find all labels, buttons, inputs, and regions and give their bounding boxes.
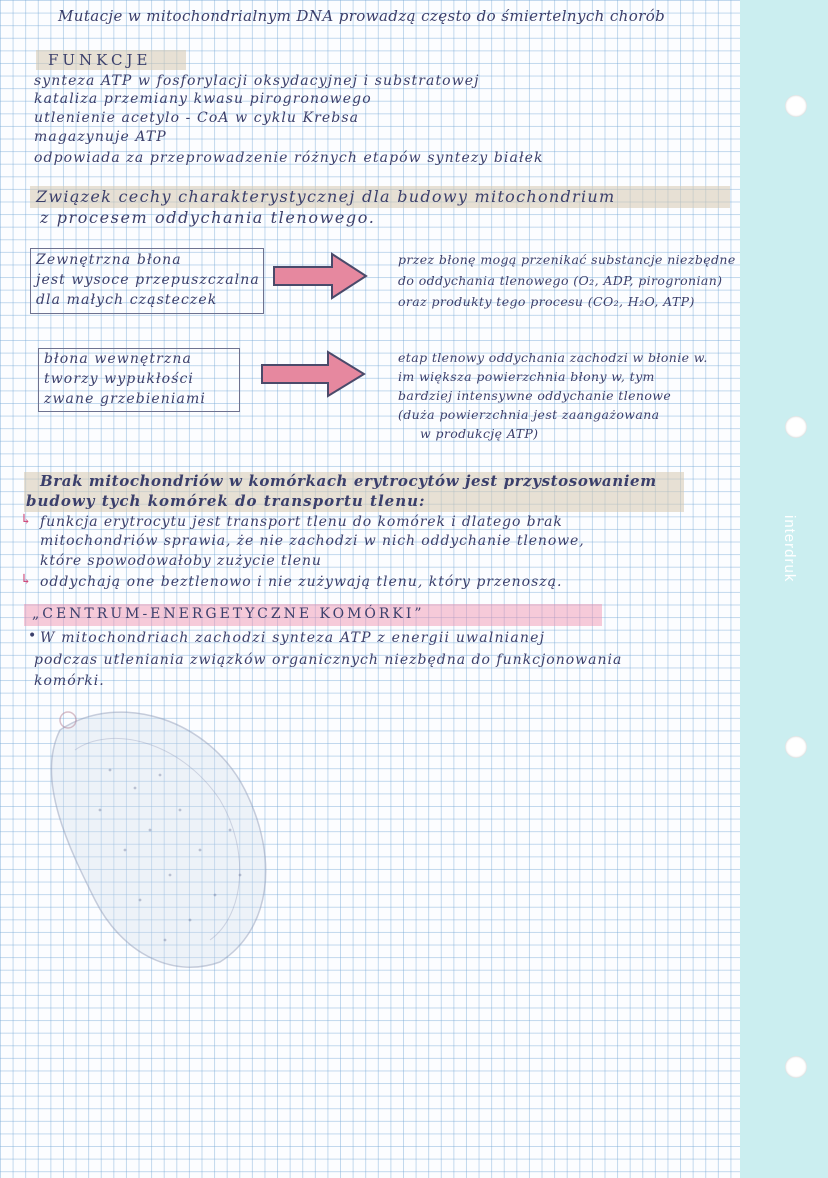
- page-title: Mutacje w mitochondrialnym DNA prowadzą często do śmiertelnych chorób: [58, 7, 666, 25]
- effect-line: oraz produkty tego procesu (CO₂, H₂O, ATP): [398, 294, 695, 309]
- centrum-line: W mitochondriach zachodzi synteza ATP z energii uwalnianej: [40, 630, 546, 646]
- erytrocyty-point: które spowodowałoby zużycie tlenu: [40, 553, 322, 569]
- mitochondrion-sketch: [40, 700, 290, 980]
- page-margin: [740, 0, 828, 1178]
- feature-line: dla małych cząsteczek: [36, 292, 218, 308]
- feature-line: tworzy wypukłości: [44, 371, 194, 387]
- cechy-heading-line2: z procesem oddychania tlenowego.: [40, 208, 376, 227]
- erytrocyty-line1: Brak mitochondriów w komórkach erytrocytów jest przystosowaniem: [40, 472, 657, 490]
- effect-line: bardziej intensywne oddychanie tlenowe: [398, 388, 672, 403]
- feature-line: Zewnętrzna błona: [36, 252, 182, 268]
- binder-hole: [785, 416, 807, 438]
- funkcje-item: synteza ATP w fosforylacji oksydacyjnej i substratowej: [34, 73, 480, 89]
- arrow-right-icon: [270, 250, 370, 302]
- effect-line: do oddychania tlenowego (O₂, ADP, pirogronian): [398, 273, 723, 288]
- effect-line: (duża powierzchnia jest zaangażowana: [398, 407, 660, 422]
- effect-line: im większa powierzchnia błony w, tym: [398, 369, 655, 384]
- feature-line: jest wysoce przepuszczalna: [36, 272, 260, 288]
- erytrocyty-point: oddychają one beztlenowo i nie zużywają tlenu, który przenoszą.: [40, 574, 563, 590]
- feature-line: zwane grzebieniami: [44, 391, 206, 407]
- binder-hole: [785, 95, 807, 117]
- funkcje-item: magazynuje ATP: [34, 129, 167, 145]
- arrow-bullet-icon: ↳: [20, 572, 33, 588]
- brand-watermark: interdruk: [781, 515, 798, 583]
- binder-hole: [785, 1056, 807, 1078]
- erytrocyty-line2: budowy tych komórek do transportu tlenu:: [26, 492, 426, 510]
- centrum-line: komórki.: [34, 673, 105, 689]
- funkcje-item: odpowiada za przeprowadzenie różnych etapów syntezy białek: [34, 150, 544, 166]
- funkcje-item: utlenienie acetylo - CoA w cyklu Krebsa: [34, 110, 360, 126]
- cechy-heading-line1: Związek cechy charakterystycznej dla budowy mitochondrium: [36, 187, 616, 206]
- centrum-line: podczas utleniania związków organicznych niezbędna do funkcjonowania: [34, 652, 623, 668]
- arrow-right-icon: [258, 348, 370, 400]
- funkcje-heading: FUNKCJE: [48, 51, 152, 69]
- bullet-dot-icon: •: [28, 628, 38, 644]
- centrum-heading: „CENTRUM-ENERGETYCZNE KOMÓRKI”: [32, 606, 425, 622]
- effect-line: przez błonę mogą przenikać substancje niezbędne: [398, 252, 736, 267]
- funkcje-item: kataliza przemiany kwasu pirogronowego: [34, 91, 372, 107]
- effect-line: etap tlenowy oddychania zachodzi w błonie w.: [398, 350, 708, 365]
- erytrocyty-point: funkcja erytrocytu jest transport tlenu do komórek i dlatego brak: [40, 514, 563, 530]
- erytrocyty-point: mitochondriów sprawia, że nie zachodzi w nich oddychanie tlenowe,: [40, 533, 585, 549]
- feature-line: błona wewnętrzna: [44, 351, 192, 367]
- binder-hole: [785, 736, 807, 758]
- effect-line: w produkcję ATP): [420, 426, 539, 441]
- arrow-bullet-icon: ↳: [20, 512, 33, 528]
